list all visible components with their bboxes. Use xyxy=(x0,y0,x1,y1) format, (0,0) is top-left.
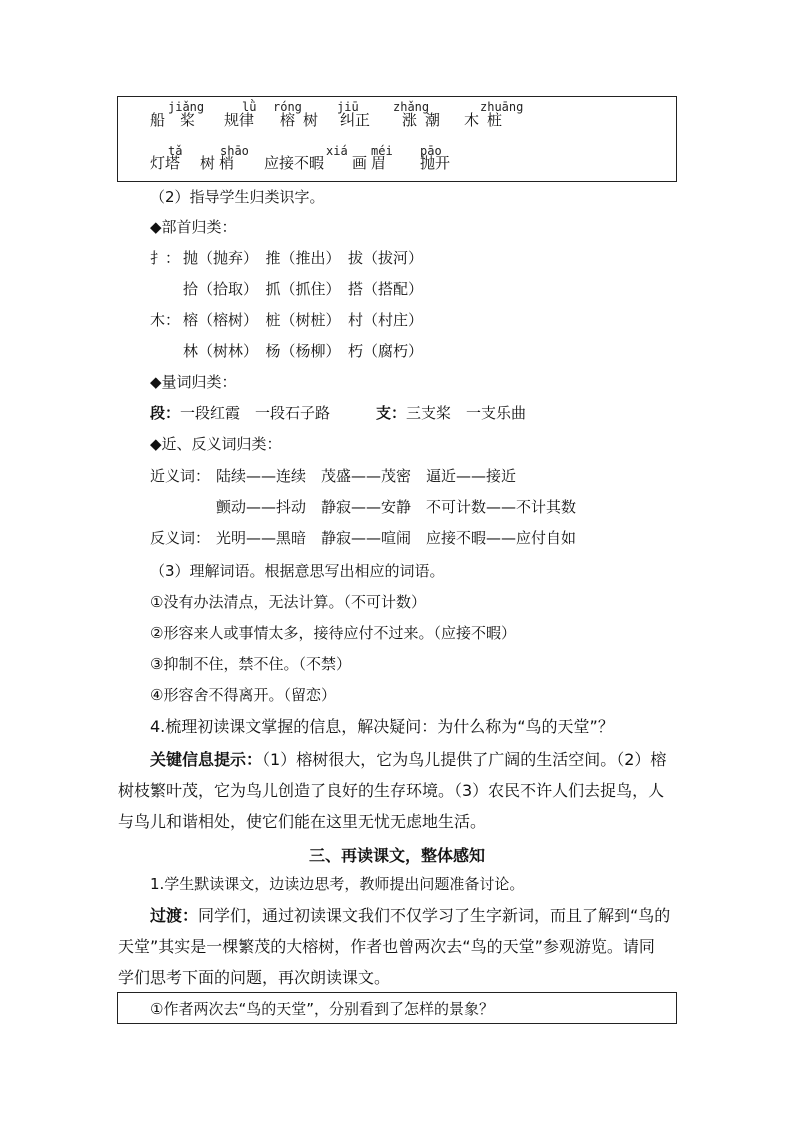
key-info-line-3: 与鸟儿和谐相处，使它们能在这里无忧无虑地生活。 xyxy=(118,812,487,831)
liangci-duan-text: 一段红霞 一段石子路 xyxy=(180,404,331,422)
word-shushao: 树梢 xyxy=(200,154,239,172)
liangci-zhi-label: 支： xyxy=(376,404,407,422)
step-2-heading: （2）指导学生归类识字。 xyxy=(150,188,325,206)
section-item-1: 1.学生默读课文，边读边思考，教师提出问题准备讨论。 xyxy=(150,875,525,893)
liangci-zhi-text: 三支桨 一支乐曲 xyxy=(406,404,527,422)
transition-line-2: 天堂”其实是一棵繁茂的大榕树，作者也曾两次去“鸟的天堂”参观游览。请同 xyxy=(118,937,655,956)
radical-mu-line-1: 榕（榕树） 桩（树桩） 村（村庄） xyxy=(183,311,424,329)
section-title: 三、再读课文，整体感知 xyxy=(308,846,485,865)
key-info-label: 关键信息提示： xyxy=(150,750,263,769)
step-3-item-3: ③抑制不住，禁不住。（不禁） xyxy=(150,655,351,673)
word-yingjiebuxia: 应接不暇 xyxy=(264,154,325,172)
word-muzhuang: 木桩 xyxy=(464,111,511,129)
pinyin-pao: pāo xyxy=(420,144,442,158)
word-rongshu: 榕树 xyxy=(280,111,327,129)
transition-line-3: 学们思考下面的问题，再次朗读课文。 xyxy=(118,968,391,987)
jinyi-label: 近义词： xyxy=(150,467,211,485)
jinyi-line-1: 陆续——连续 茂盛——茂密 逼近——接近 xyxy=(216,467,517,485)
transition-line-1 xyxy=(150,905,670,927)
jinyi-line-2: 颤动——抖动 静寂——安静 不可计数——不计其数 xyxy=(216,498,577,516)
radical-shou-line-1: 抛（抛弃） 推（推出） 拔（拔河） xyxy=(183,249,424,267)
word-jiang: 桨 xyxy=(180,111,196,129)
question-box xyxy=(117,992,677,1024)
pinyin-xia: xiá xyxy=(326,144,348,158)
bushou-heading: ◆部首归类： xyxy=(150,218,237,236)
key-info-line-2: 树枝繁叶茂，它为鸟儿创造了良好的生存环境。（3）农民不许人们去捉鸟，人 xyxy=(118,781,665,800)
jinfan-heading: ◆近、反义词归类： xyxy=(150,435,282,453)
step-3-item-1: ①没有办法清点，无法计算。（不可计数） xyxy=(150,593,426,611)
word-jiuzheng: 纠正 xyxy=(340,111,371,129)
pinyin-lu: lǜ xyxy=(242,100,257,114)
transition-text-1: 同学们，通过初读课文我们不仅学习了生字新词，而且了解到“鸟的 xyxy=(198,906,671,925)
pinyin-rong: róng xyxy=(273,100,302,114)
step-3-item-4: ④形容舍不得离开。（留恋） xyxy=(150,686,336,704)
fanyi-line-1: 光明——黑暗 静寂——喧闹 应接不暇——应付自如 xyxy=(216,529,577,547)
step-3-heading: （3）理解词语。根据意思写出相应的词语。 xyxy=(150,562,445,580)
pinyin-zhang: zhǎng xyxy=(393,100,430,114)
radical-mu-line-2: 林（树林） 杨（杨柳） 朽（腐朽） xyxy=(183,342,424,360)
word-dengta: 灯塔 xyxy=(150,154,181,172)
radical-shou: 扌： xyxy=(150,249,181,267)
pinyin-mei: méi xyxy=(371,144,393,158)
liangci-duan-label: 段： xyxy=(150,404,181,422)
word-zhangchao: 涨潮 xyxy=(402,111,449,129)
step-3-item-2: ②形容来人或事情太多，接待应付不过来。（应接不暇） xyxy=(150,624,516,642)
vocabulary-box xyxy=(117,96,677,182)
pinyin-shao: shāo xyxy=(220,144,249,158)
step-4-heading: 4.梳理初读课文掌握的信息，解决疑问：为什么称为“鸟的天堂”？ xyxy=(150,717,614,736)
key-info-text-1: （1）榕树很大，它为鸟儿提供了广阔的生活空间。（2）榕 xyxy=(262,750,667,769)
liangci-duan xyxy=(150,402,330,424)
liangci-zhi xyxy=(376,402,526,424)
pinyin-ta: tǎ xyxy=(168,144,183,158)
radical-mu: 木： xyxy=(150,311,181,329)
pinyin-jiang: jiǎng xyxy=(168,100,205,114)
word-huamei: 画眉 xyxy=(352,154,391,172)
question-1: ①作者两次去“鸟的天堂”，分别看到了怎样的景象？ xyxy=(150,1000,494,1018)
pinyin-zhuang: zhuāng xyxy=(480,100,524,114)
key-info-line-1 xyxy=(150,749,666,771)
word-guilu: 规律 xyxy=(224,111,255,129)
liangci-heading: ◆量词归类： xyxy=(150,373,237,391)
transition-label: 过渡： xyxy=(150,906,199,925)
pinyin-jiu: jiū xyxy=(337,100,359,114)
fanyi-label: 反义词： xyxy=(150,529,211,547)
radical-shou-line-2: 拾（拾取） 抓（抓住） 搭（搭配） xyxy=(183,280,424,298)
word-chuan: 船 xyxy=(150,111,166,129)
word-paokai: 抛开 xyxy=(420,154,451,172)
